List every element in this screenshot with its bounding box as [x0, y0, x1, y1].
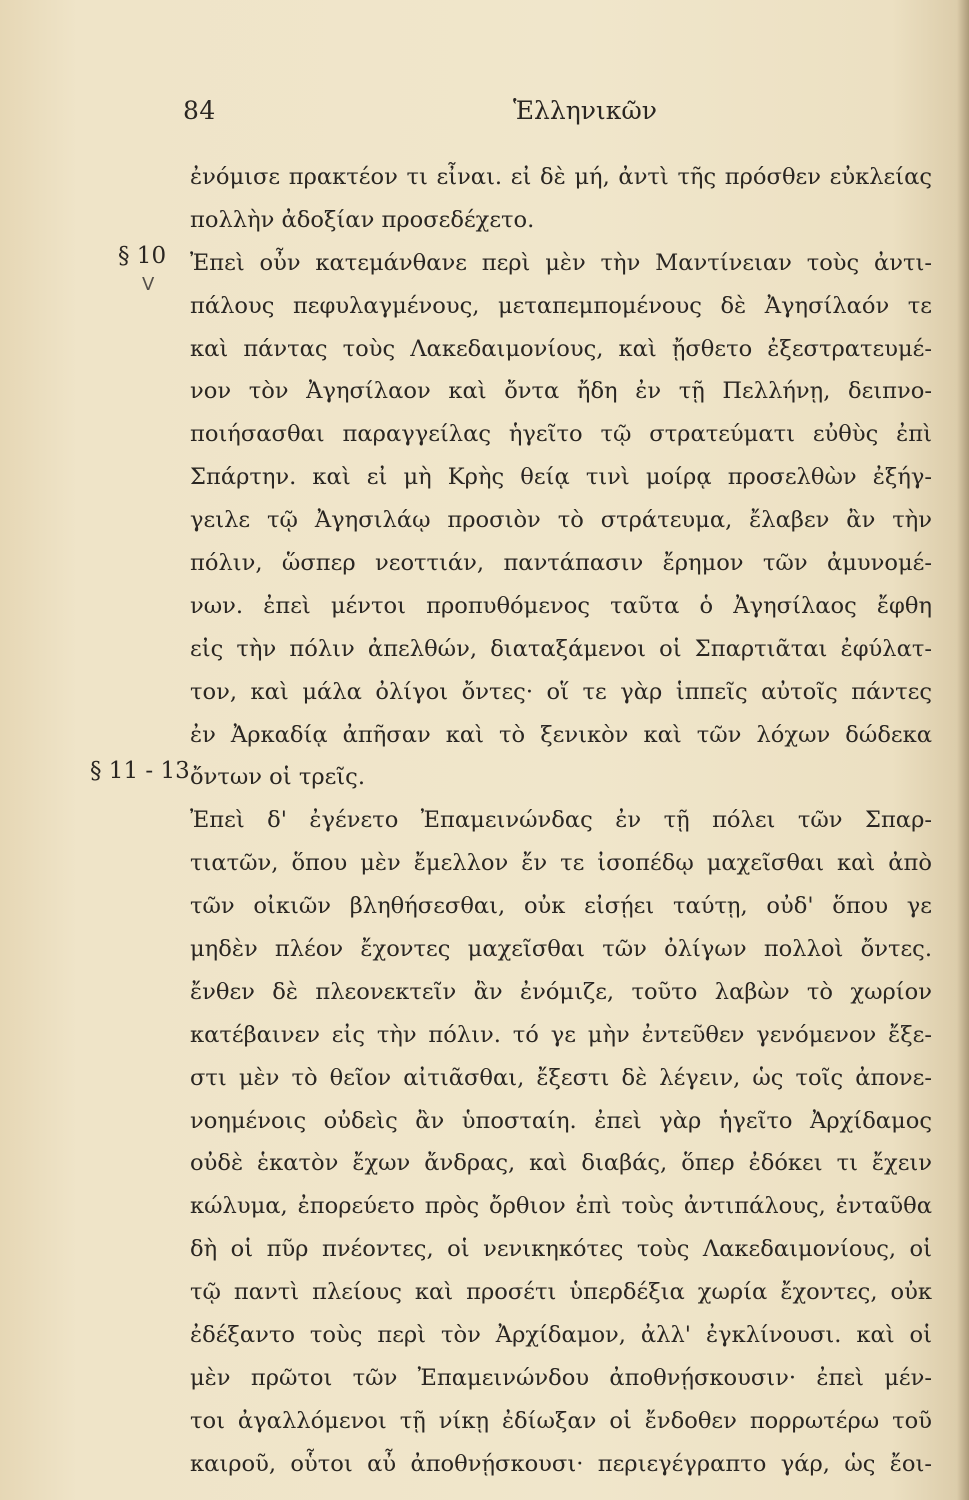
- text-line: κώλυμα, ἐπορεύετο πρὸς ὄρθιον ἐπὶ τοὺς ἀντιπάλους, ἐνταῦθα: [190, 1193, 932, 1220]
- text-line: ἐν Ἀρκαδίᾳ ἀπῆσαν καὶ τὸ ξενικὸν καὶ τῶν λόχων δώδεκα: [190, 721, 932, 748]
- text-line: εἰς τὴν πόλιν ἀπελθών, διαταξάμενοι οἱ Σπαρτιᾶται ἐφύλατ-: [190, 635, 932, 662]
- text-line: καὶ πάντας τοὺς Λακεδαιμονίους, καὶ ᾔσθετο ἐξεστρατευμέ-: [190, 335, 932, 362]
- text-line: τιατῶν, ὅπου μὲν ἔμελλον ἔν τε ἰσοπέδῳ μαχεῖσθαι καὶ ἀπὸ: [190, 850, 932, 877]
- text-line: Σπάρτην. καὶ εἰ μὴ Κρὴς θείᾳ τινὶ μοίρᾳ προσελθὼν ἐξήγ-: [190, 464, 932, 491]
- text-line: ἐνόμισε πρακτέον τι εἶναι. εἰ δὲ μή, ἀντὶ τῆς πρόσθεν εὐκλείας: [190, 164, 932, 190]
- text-line: στι μὲν τὸ θεῖον αἰτιᾶσθαι, ἔξεστι δὲ λέγειν, ὡς τοῖς ἀπονε-: [190, 1064, 932, 1091]
- text-line: τοι ἀγαλλόμενοι τῇ νίκῃ ἐδίωξαν οἱ ἔνδοθεν πορρωτέρω τοῦ: [190, 1407, 932, 1434]
- text-line: πολλὴν ἀδοξίαν προσεδέχετο.: [190, 206, 535, 233]
- page-edge-shadow: [957, 0, 969, 1500]
- text-line: ὄντων οἱ τρεῖς.: [190, 764, 366, 791]
- page-header: [0, 96, 969, 136]
- main-text: [190, 156, 932, 1486]
- text-line: πόλιν, ὥσπερ νεοττιάν, παντάπασιν ἔρημον τῶν ἀμυνομέ-: [190, 550, 932, 577]
- text-line: μηδὲν πλέον ἔχοντες μαχεῖσθαι τῶν ὀλίγων πολλοὶ ὄντες.: [190, 936, 932, 963]
- running-title: Ἑλληνικῶν: [513, 96, 657, 125]
- text-line: τῶν οἰκιῶν βληθήσεσθαι, οὐκ εἰσῄει ταύτῃ, οὐδ' ὅπου γε: [190, 893, 932, 920]
- text-line: τον, καὶ μάλα ὀλίγοι ὄντες· οἵ τε γὰρ ἱππεῖς αὐτοῖς πάντες: [190, 678, 932, 705]
- page-number: 84: [183, 96, 216, 125]
- text-line: πάλους πεφυλαγμένους, μεταπεμπομένους δὲ Ἀγησίλαόν τε: [190, 292, 932, 319]
- text-line: τῷ παντὶ πλείους καὶ προσέτι ὑπερδέξια χωρία ἔχοντες, οὐκ: [190, 1279, 932, 1306]
- text-line: νων. ἐπεὶ μέντοι προπυθόμενος ταῦτα ὁ Ἀγησίλαος ἔφθη: [190, 592, 932, 619]
- text-line: δὴ οἱ πῦρ πνέοντες, οἱ νενικηκότες τοὺς Λακεδαιμονίους, οἱ: [190, 1236, 932, 1263]
- text-line: κατέβαινεν εἰς τὴν πόλιν. τό γε μὴν ἐντεῦθεν γενόμενον ἔξε-: [190, 1021, 932, 1048]
- text-line: νοημένοις οὐδεὶς ἂν ὑποσταίη. ἐπεὶ γὰρ ἡγεῖτο Ἀρχίδαμος: [190, 1107, 932, 1134]
- section-marker-11-13: § 11 - 13: [90, 758, 190, 784]
- check-mark: V: [142, 274, 155, 295]
- text-line: ἐδέξαντο τοὺς περὶ τὸν Ἀρχίδαμον, ἀλλ' ἐγκλίνουσι. καὶ οἱ: [190, 1322, 932, 1349]
- text-line: ποιήσασθαι παραγγείλας ἡγεῖτο τῷ στρατεύματι εὐθὺς ἐπὶ: [190, 421, 932, 448]
- text-line: Ἐπεὶ δ' ἐγένετο Ἐπαμεινώνδας ἐν τῇ πόλει τῶν Σπαρ-: [190, 807, 932, 834]
- text-line: οὐδὲ ἑκατὸν ἔχων ἄνδρας, καὶ διαβάς, ὅπερ ἐδόκει τι ἔχειν: [190, 1150, 932, 1177]
- text-line: ἔνθεν δὲ πλεονεκτεῖν ἂν ἐνόμιζε, τοῦτο λαβὼν τὸ χωρίον: [190, 978, 932, 1005]
- section-marker-10: § 10: [118, 243, 167, 269]
- text-line: νον τὸν Ἀγησίλαον καὶ ὄντα ἤδη ἐν τῇ Πελλήνῃ, δειπνο-: [190, 378, 932, 405]
- text-line: Ἐπεὶ οὖν κατεμάνθανε περὶ μὲν τὴν Μαντίνειαν τοὺς ἀντι-: [190, 249, 932, 276]
- text-line: καιροῦ, οὗτοι αὖ ἀποθνῄσκουσι· περιεγέγραπτο γάρ, ὡς ἔοι-: [190, 1450, 932, 1477]
- text-line: γειλε τῷ Ἀγησιλάῳ προσιὸν τὸ στράτευμα, ἔλαβεν ἂν τὴν: [190, 507, 932, 534]
- text-line: μὲν πρῶτοι τῶν Ἐπαμεινώνδου ἀποθνῄσκουσιν· ἐπεὶ μέν-: [190, 1364, 932, 1391]
